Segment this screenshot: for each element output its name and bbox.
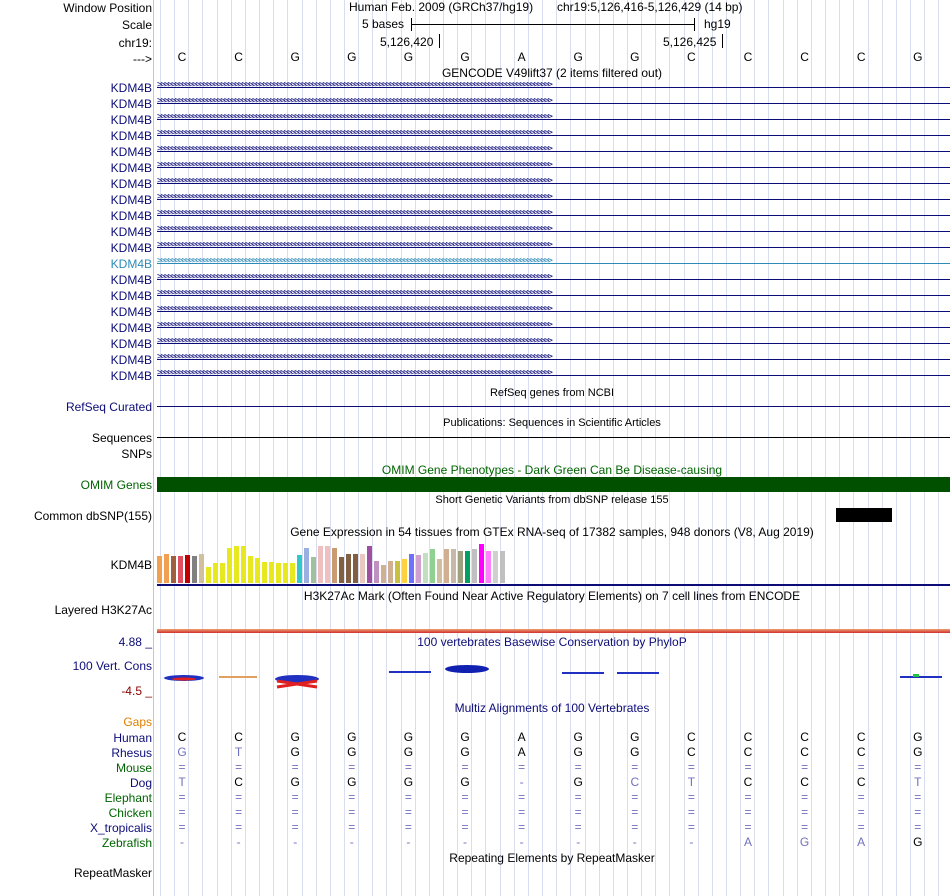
gtex-tissue-bar[interactable] — [157, 556, 162, 583]
gencode-gene-label[interactable]: KDM4B — [110, 369, 152, 383]
gtex-tissue-bar[interactable] — [269, 562, 274, 583]
alignment-base: G — [913, 835, 923, 849]
alignment-base: = — [744, 820, 752, 834]
alignment-base: C — [743, 775, 753, 789]
alignment-base: = — [801, 805, 809, 819]
gencode-gene-label[interactable]: KDM4B — [110, 225, 152, 239]
alignment-base: = — [348, 820, 356, 834]
sequence-base: C — [743, 50, 753, 64]
alignment-base: C — [234, 775, 243, 789]
repeatmasker-label[interactable]: RepeatMasker — [73, 866, 152, 880]
gencode-transcript[interactable] — [157, 322, 950, 334]
gencode-transcript[interactable] — [157, 98, 950, 110]
publications-line — [157, 437, 950, 438]
alignment-base: = — [914, 820, 922, 834]
alignment-base: C — [800, 745, 809, 759]
strand-chevrons: >>>>>>>>>>>>>>>>>>>>>>>>>>>>>>>>>>>>>>>>>>>>>>>>>>>>>>>>>>>>>>>>>>>>>>>>>>>>>>>>>>>>>>>>>>>>>>>>>>>>>>>>>>>>>>>> — [157, 176, 552, 186]
alignment-base: C — [800, 775, 809, 789]
alignment-base: = — [404, 790, 412, 804]
gencode-transcript[interactable] — [157, 226, 950, 238]
gtex-bars[interactable] — [157, 540, 537, 583]
alignment-base: = — [291, 820, 299, 834]
sequence-base: G — [290, 50, 300, 64]
alignment-base: G — [460, 730, 470, 744]
refseq-line — [157, 406, 950, 407]
alignment-base: = — [178, 805, 186, 819]
gtex-tissue-bar[interactable] — [185, 555, 190, 583]
alignment-base: = — [744, 790, 752, 804]
alignment-base: = — [687, 790, 695, 804]
alignment-base: - — [519, 775, 524, 789]
gencode-gene-label[interactable]: KDM4B — [110, 145, 152, 159]
gencode-gene-label[interactable]: KDM4B — [110, 273, 152, 287]
position-text[interactable]: chr19:5,126,416-5,126,429 (14 bp) — [557, 0, 743, 14]
gtex-tissue-bar[interactable] — [325, 546, 330, 583]
strand-chevrons: >>>>>>>>>>>>>>>>>>>>>>>>>>>>>>>>>>>>>>>>>>>>>>>>>>>>>>>>>>>>>>>>>>>>>>>>>>>>>>>>>>>>>>>>>>>>>>>>>>>>>>>>>>>>>>>> — [157, 336, 552, 346]
sequence-base: G — [403, 50, 414, 64]
gencode-transcript[interactable] — [157, 82, 950, 94]
alignment-base: C — [234, 730, 243, 744]
sequence-base: C — [177, 50, 187, 64]
gencode-transcript[interactable] — [157, 210, 950, 222]
alignment-base: - — [463, 835, 467, 849]
gencode-gene-label[interactable]: KDM4B — [110, 97, 152, 111]
sequence-base: C — [856, 50, 866, 64]
alignment-base: = — [631, 760, 639, 774]
omim-feature[interactable] — [157, 477, 950, 492]
alignment-base: = — [744, 805, 752, 819]
gencode-transcript[interactable] — [157, 178, 950, 190]
gtex-tissue-bar[interactable] — [248, 556, 253, 583]
alignment-base: = — [574, 820, 582, 834]
sequence-base: G — [573, 50, 583, 64]
strand-chevrons: >>>>>>>>>>>>>>>>>>>>>>>>>>>>>>>>>>>>>>>>>>>>>>>>>>>>>>>>>>>>>>>>>>>>>>>>>>>>>>>>>>>>>>>>>>>>>>>>>>>>>>>>>>>>>>>> — [157, 240, 552, 250]
scale-bases: 5 bases — [362, 17, 405, 31]
alignment-base: G — [347, 745, 357, 759]
gtex-tissue-bar[interactable] — [402, 559, 407, 583]
alignment-base: C — [800, 730, 809, 744]
dbsnp-title[interactable]: Short Genetic Variants from dbSNP release 155 — [435, 494, 669, 506]
alignment-base: - — [293, 835, 298, 849]
gencode-transcript[interactable] — [157, 354, 950, 366]
sequence-base: G — [347, 50, 357, 64]
gencode-gene-label[interactable]: KDM4B — [110, 337, 152, 351]
multiz-title[interactable]: Multiz Alignments of 100 Vertebrates — [454, 701, 650, 715]
h3k27ac-signal[interactable] — [157, 629, 950, 633]
gencode-transcript[interactable] — [157, 306, 950, 318]
species-label[interactable]: Rhesus — [111, 746, 152, 760]
alignment-base: = — [518, 820, 526, 834]
gtex-baseline — [157, 584, 950, 586]
alignment-base: C — [743, 730, 753, 744]
gencode-transcript[interactable] — [157, 242, 950, 254]
gencode-gene-label[interactable]: KDM4B — [110, 177, 152, 191]
alignment-base: = — [404, 805, 412, 819]
gtex-tissue-bar[interactable] — [430, 549, 435, 583]
alignment-base: - — [519, 835, 524, 849]
gencode-gene-label[interactable]: KDM4B — [110, 81, 152, 95]
strand-chevrons: >>>>>>>>>>>>>>>>>>>>>>>>>>>>>>>>>>>>>>>>>>>>>>>>>>>>>>>>>>>>>>>>>>>>>>>>>>>>>>>>>>>>>>>>>>>>>>>>>>>>>>>>>>>>>>>> — [157, 256, 552, 266]
gtex-tissue-bar[interactable] — [388, 561, 393, 583]
strand-chevrons: >>>>>>>>>>>>>>>>>>>>>>>>>>>>>>>>>>>>>>>>>>>>>>>>>>>>>>>>>>>>>>>>>>>>>>>>>>>>>>>>>>>>>>>>>>>>>>>>>>>>>>>>>>>>>>>> — [157, 160, 552, 170]
gtex-tissue-bar[interactable] — [458, 551, 463, 583]
gtex-tissue-bar[interactable] — [199, 554, 204, 583]
alignment-base: T — [178, 775, 186, 789]
gtex-tissue-bar[interactable] — [437, 559, 442, 583]
gencode-gene-label[interactable]: KDM4B — [110, 353, 152, 367]
gtex-title[interactable]: Gene Expression in 54 tissues from GTEx RNA-seq of 17382 samples, 948 donors (V8, Aug 2019) — [290, 525, 814, 539]
alignment-base: = — [687, 760, 695, 774]
alignment-base: G — [913, 730, 923, 744]
gtex-label[interactable]: KDM4B — [110, 558, 152, 572]
alignment-base: = — [801, 790, 809, 804]
gtex-tissue-bar[interactable] — [409, 554, 414, 583]
gtex-tissue-bar[interactable] — [472, 549, 477, 583]
strand-chevrons: >>>>>>>>>>>>>>>>>>>>>>>>>>>>>>>>>>>>>>>>>>>>>>>>>>>>>>>>>>>>>>>>>>>>>>>>>>>>>>>>>>>>>>>>>>>>>>>>>>>>>>>>>>>>>>>> — [157, 272, 552, 282]
omim-title[interactable]: OMIM Gene Phenotypes - Dark Green Can Be Disease-causing — [381, 463, 723, 477]
gtex-tissue-bar[interactable] — [220, 563, 225, 583]
gtex-tissue-bar[interactable] — [360, 554, 365, 583]
gtex-tissue-bar[interactable] — [339, 557, 344, 583]
gtex-tissue-bar[interactable] — [500, 551, 505, 583]
alignment-base: G — [573, 775, 583, 789]
alignment-base: G — [403, 745, 414, 759]
gencode-transcript[interactable] — [157, 258, 950, 270]
alignment-base: = — [235, 790, 243, 804]
label-divider — [153, 0, 154, 896]
gtex-tissue-bar[interactable] — [213, 563, 218, 583]
alignment-base: = — [348, 760, 356, 774]
alignment-base: = — [291, 760, 299, 774]
alignment-base: = — [914, 805, 922, 819]
gtex-tissue-bar[interactable] — [353, 554, 358, 583]
alignment-base: G — [573, 745, 583, 759]
h3k27ac-title[interactable]: H3K27Ac Mark (Often Found Near Active Regulatory Elements) on 7 cell lines from ENCODE — [303, 589, 801, 603]
alignment-base: = — [291, 805, 299, 819]
gtex-tissue-bar[interactable] — [276, 563, 281, 583]
gencode-gene-label[interactable]: KDM4B — [110, 209, 152, 223]
alignment-base: - — [349, 835, 354, 849]
strand-chevrons: >>>>>>>>>>>>>>>>>>>>>>>>>>>>>>>>>>>>>>>>>>>>>>>>>>>>>>>>>>>>>>>>>>>>>>>>>>>>>>>>>>>>>>>>>>>>>>>>>>>>>>>>>>>>>>>> — [157, 96, 552, 106]
strand-chevrons: >>>>>>>>>>>>>>>>>>>>>>>>>>>>>>>>>>>>>>>>>>>>>>>>>>>>>>>>>>>>>>>>>>>>>>>>>>>>>>>>>>>>>>>>>>>>>>>>>>>>>>>>>>>>>>>> — [157, 224, 552, 234]
scale-bar-right-tick — [694, 18, 695, 31]
strand-chevrons: >>>>>>>>>>>>>>>>>>>>>>>>>>>>>>>>>>>>>>>>>>>>>>>>>>>>>>>>>>>>>>>>>>>>>>>>>>>>>>>>>>>>>>>>>>>>>>>>>>>>>>>>>>>>>>>> — [157, 352, 552, 362]
alignment-base: = — [687, 820, 695, 834]
repeatmasker-title[interactable]: Repeating Elements by RepeatMasker — [449, 851, 655, 865]
gtex-tissue-bar[interactable] — [367, 546, 372, 583]
alignment-base: = — [574, 805, 582, 819]
alignment-base: = — [687, 805, 695, 819]
alignment-base: C — [856, 745, 866, 759]
gtex-tissue-bar[interactable] — [332, 548, 337, 583]
species-label[interactable]: X_tropicalis — [89, 821, 152, 835]
alignment-base: - — [632, 835, 637, 849]
gtex-tissue-bar[interactable] — [164, 554, 169, 583]
strand-chevrons: >>>>>>>>>>>>>>>>>>>>>>>>>>>>>>>>>>>>>>>>>>>>>>>>>>>>>>>>>>>>>>>>>>>>>>>>>>>>>>>>>>>>>>>>>>>>>>>>>>>>>>>>>>>>>>>> — [157, 192, 552, 202]
strand-chevrons: >>>>>>>>>>>>>>>>>>>>>>>>>>>>>>>>>>>>>>>>>>>>>>>>>>>>>>>>>>>>>>>>>>>>>>>>>>>>>>>>>>>>>>>>>>>>>>>>>>>>>>>>>>>>>>>> — [157, 144, 552, 154]
species-label[interactable]: Chicken — [108, 806, 152, 820]
assembly-text: Human Feb. 2009 (GRCh37/hg19) — [349, 0, 534, 14]
alignment-base: G — [177, 745, 187, 759]
alignment-base: = — [178, 760, 186, 774]
snps-label[interactable]: SNPs — [121, 447, 152, 461]
alignment-base: = — [461, 820, 469, 834]
alignment-base: G — [460, 745, 470, 759]
alignment-base: = — [291, 790, 299, 804]
gtex-tissue-bar[interactable] — [234, 546, 239, 583]
alignment-base: G — [290, 775, 300, 789]
alignment-base: = — [461, 805, 469, 819]
gtex-tissue-bar[interactable] — [227, 548, 232, 583]
strand-chevrons: >>>>>>>>>>>>>>>>>>>>>>>>>>>>>>>>>>>>>>>>>>>>>>>>>>>>>>>>>>>>>>>>>>>>>>>>>>>>>>>>>>>>>>>>>>>>>>>>>>>>>>>>>>>>>>>> — [157, 208, 552, 218]
omim-label[interactable]: OMIM Genes — [80, 478, 152, 492]
strand-chevrons: >>>>>>>>>>>>>>>>>>>>>>>>>>>>>>>>>>>>>>>>>>>>>>>>>>>>>>>>>>>>>>>>>>>>>>>>>>>>>>>>>>>>>>>>>>>>>>>>>>>>>>>>>>>>>>>> — [157, 112, 552, 122]
gencode-transcript[interactable] — [157, 338, 950, 350]
dbsnp-label[interactable]: Common dbSNP(155) — [33, 509, 152, 523]
gtex-tissue-bar[interactable] — [423, 553, 428, 583]
alignment-base: G — [290, 745, 300, 759]
scale-db: hg19 — [704, 17, 731, 31]
gtex-tissue-bar[interactable] — [178, 556, 183, 583]
gencode-gene-label[interactable]: KDM4B — [110, 289, 152, 303]
sequence-base: C — [234, 50, 243, 64]
alignment-base: G — [799, 835, 810, 849]
gencode-gene-label[interactable]: KDM4B — [110, 305, 152, 319]
alignment-base: = — [518, 790, 526, 804]
alignment-base: = — [348, 805, 356, 819]
gtex-tissue-bar[interactable] — [416, 555, 421, 583]
scale-bar-left-tick — [411, 18, 412, 31]
gencode-gene-label[interactable]: KDM4B — [110, 161, 152, 175]
alignment-base: A — [517, 745, 526, 759]
alignment-base: = — [574, 790, 582, 804]
scale-bar — [411, 24, 695, 25]
alignment-base: = — [914, 790, 922, 804]
alignment-base: = — [914, 760, 922, 774]
dbsnp-variant[interactable] — [836, 508, 892, 522]
gencode-gene-label[interactable]: KDM4B — [110, 129, 152, 143]
gencode-title[interactable]: GENCODE V49lift37 (2 items filtered out) — [441, 66, 663, 80]
gencode-transcript[interactable] — [157, 114, 950, 126]
alignment-base: = — [178, 820, 186, 834]
gtex-tissue-bar[interactable] — [297, 555, 302, 583]
strand-chevrons: >>>>>>>>>>>>>>>>>>>>>>>>>>>>>>>>>>>>>>>>>>>>>>>>>>>>>>>>>>>>>>>>>>>>>>>>>>>>>>>>>>>>>>>>>>>>>>>>>>>>>>>>>>>>>>>> — [157, 304, 552, 314]
alignment-base: = — [744, 760, 752, 774]
alignment-base: G — [290, 730, 300, 744]
species-label[interactable]: Zebrafish — [101, 836, 152, 850]
alignment-base: G — [460, 775, 470, 789]
alignment-base: = — [518, 760, 526, 774]
alignment-base: C — [856, 775, 866, 789]
strand-chevrons: >>>>>>>>>>>>>>>>>>>>>>>>>>>>>>>>>>>>>>>>>>>>>>>>>>>>>>>>>>>>>>>>>>>>>>>>>>>>>>>>>>>>>>>>>>>>>>>>>>>>>>>>>>>>>>>> — [157, 128, 552, 138]
publications-title[interactable]: Publications: Sequences in Scientific Articles — [443, 417, 661, 429]
gtex-tissue-bar[interactable] — [318, 546, 323, 583]
gtex-tissue-bar[interactable] — [395, 561, 400, 583]
alignment-base: = — [348, 790, 356, 804]
gtex-tissue-bar[interactable] — [493, 551, 498, 583]
alignment-base: G — [630, 730, 640, 744]
alignment-base: T — [914, 775, 922, 789]
gencode-transcript[interactable] — [157, 370, 950, 382]
gaps-label[interactable]: Gaps — [123, 715, 152, 729]
gtex-tissue-bar[interactable] — [311, 557, 316, 583]
alignment-base: C — [856, 730, 866, 744]
alignment-base: = — [631, 820, 639, 834]
coord-left: 5,126,420 — [380, 35, 434, 49]
refseq-title[interactable]: RefSeq genes from NCBI — [489, 387, 615, 399]
alignment-base: - — [689, 835, 694, 849]
alignment-base: = — [631, 790, 639, 804]
alignment-base: = — [235, 820, 243, 834]
alignment-base: - — [406, 835, 411, 849]
alignment-base: = — [518, 805, 526, 819]
species-label[interactable]: Elephant — [104, 791, 152, 805]
gencode-gene-label[interactable]: KDM4B — [110, 321, 152, 335]
gtex-tissue-bar[interactable] — [346, 554, 351, 583]
scale-label: Scale — [121, 18, 152, 32]
gencode-transcript[interactable] — [157, 130, 950, 142]
alignment-base: - — [236, 835, 241, 849]
cons-min-label: -4.5 _ — [121, 684, 152, 698]
alignment-base: - — [180, 835, 184, 849]
alignment-base: C — [687, 730, 696, 744]
gencode-transcript[interactable] — [157, 274, 950, 286]
gtex-tissue-bar[interactable] — [241, 546, 246, 583]
chr-label: chr19: — [118, 36, 152, 50]
strand-arrow-label: ---> — [133, 52, 152, 66]
gencode-gene-label[interactable]: KDM4B — [110, 257, 152, 271]
sequence-base: A — [517, 50, 526, 64]
alignment-base: G — [630, 745, 640, 759]
alignment-base: C — [687, 745, 696, 759]
conservation-logo — [157, 660, 950, 690]
gtex-tissue-bar[interactable] — [444, 549, 449, 583]
gtex-tissue-bar[interactable] — [486, 551, 491, 583]
sequence-base: C — [687, 50, 696, 64]
cons-max-label: 4.88 _ — [118, 635, 152, 649]
alignment-base: T — [234, 745, 243, 759]
window-position-label: Window Position — [63, 1, 152, 15]
sequence-base: G — [460, 50, 470, 64]
alignment-base: C — [743, 745, 753, 759]
alignment-base: G — [347, 775, 357, 789]
alignment-base: = — [801, 820, 809, 834]
gtex-tissue-bar[interactable] — [479, 544, 484, 583]
gtex-tissue-bar[interactable] — [206, 567, 211, 583]
alignment-base: = — [404, 760, 412, 774]
alignment-base: = — [404, 820, 412, 834]
gencode-gene-label[interactable]: KDM4B — [110, 193, 152, 207]
gencode-transcript[interactable] — [157, 146, 950, 158]
alignment-base: C — [177, 730, 187, 744]
strand-chevrons: >>>>>>>>>>>>>>>>>>>>>>>>>>>>>>>>>>>>>>>>>>>>>>>>>>>>>>>>>>>>>>>>>>>>>>>>>>>>>>>>>>>>>>>>>>>>>>>>>>>>>>>>>>>>>>>> — [157, 320, 552, 330]
alignment-base: G — [913, 745, 923, 759]
sequences-label[interactable]: Sequences — [91, 431, 152, 445]
alignment-base: - — [576, 835, 581, 849]
alignment-base: T — [687, 775, 696, 789]
alignment-base: = — [178, 790, 186, 804]
alignment-base: C — [630, 775, 640, 789]
gtex-tissue-bar[interactable] — [283, 563, 288, 583]
alignment-base: = — [857, 790, 865, 804]
gencode-transcript[interactable] — [157, 194, 950, 206]
species-label[interactable]: Dog — [129, 776, 152, 790]
alignment-base: = — [631, 805, 639, 819]
gtex-tissue-bar[interactable] — [171, 556, 176, 583]
refseq-label[interactable]: RefSeq Curated — [65, 400, 152, 414]
gtex-tissue-bar[interactable] — [374, 561, 379, 583]
gtex-tissue-bar[interactable] — [381, 565, 386, 583]
strand-chevrons: >>>>>>>>>>>>>>>>>>>>>>>>>>>>>>>>>>>>>>>>>>>>>>>>>>>>>>>>>>>>>>>>>>>>>>>>>>>>>>>>>>>>>>>>>>>>>>>>>>>>>>>>>>>>>>>> — [157, 288, 552, 298]
gencode-gene-label[interactable]: KDM4B — [110, 113, 152, 127]
gencode-gene-label[interactable]: KDM4B — [110, 241, 152, 255]
alignment-base: = — [461, 790, 469, 804]
h3k27ac-label[interactable]: Layered H3K27Ac — [54, 603, 152, 617]
alignment-base: = — [235, 760, 243, 774]
cons-label[interactable]: 100 Vert. Cons — [72, 659, 152, 673]
alignment-base: G — [347, 730, 357, 744]
gtex-tissue-bar[interactable] — [255, 558, 260, 583]
alignment-base: = — [857, 760, 865, 774]
gencode-transcript[interactable] — [157, 290, 950, 302]
alignment-base: = — [801, 760, 809, 774]
coord-right: 5,126,425 — [663, 35, 717, 49]
alignment-base: G — [403, 775, 414, 789]
sequence-base: G — [630, 50, 640, 64]
species-label[interactable]: Human — [113, 731, 152, 745]
strand-chevrons: >>>>>>>>>>>>>>>>>>>>>>>>>>>>>>>>>>>>>>>>>>>>>>>>>>>>>>>>>>>>>>>>>>>>>>>>>>>>>>>>>>>>>>>>>>>>>>>>>>>>>>>>>>>>>>>> — [157, 80, 552, 90]
alignment-base: = — [461, 760, 469, 774]
coord-right-tick — [722, 34, 723, 48]
gtex-tissue-bar[interactable] — [465, 551, 470, 583]
strand-chevrons: >>>>>>>>>>>>>>>>>>>>>>>>>>>>>>>>>>>>>>>>>>>>>>>>>>>>>>>>>>>>>>>>>>>>>>>>>>>>>>>>>>>>>>>>>>>>>>>>>>>>>>>>>>>>>>>> — [157, 368, 552, 378]
gtex-tissue-bar[interactable] — [192, 556, 197, 583]
gtex-tissue-bar[interactable] — [451, 549, 456, 583]
coord-left-tick — [439, 34, 440, 48]
gtex-tissue-bar[interactable] — [304, 548, 309, 583]
gencode-transcript[interactable] — [157, 162, 950, 174]
alignment-base: A — [743, 835, 752, 849]
alignment-base: = — [574, 760, 582, 774]
species-label[interactable]: Mouse — [115, 761, 152, 775]
gtex-tissue-bar[interactable] — [262, 562, 267, 583]
alignment-base: G — [403, 730, 414, 744]
gtex-tissue-bar[interactable] — [290, 563, 295, 583]
sequence-base: C — [800, 50, 809, 64]
alignment-base: = — [235, 805, 243, 819]
alignment-base: = — [857, 805, 865, 819]
sequence-base: G — [913, 50, 923, 64]
alignment-base: A — [857, 835, 866, 849]
alignment-base: G — [573, 730, 583, 744]
alignment-base: = — [857, 820, 865, 834]
conservation-title[interactable]: 100 vertebrates Basewise Conservation by PhyloP — [417, 635, 687, 649]
alignment-base: A — [517, 730, 526, 744]
